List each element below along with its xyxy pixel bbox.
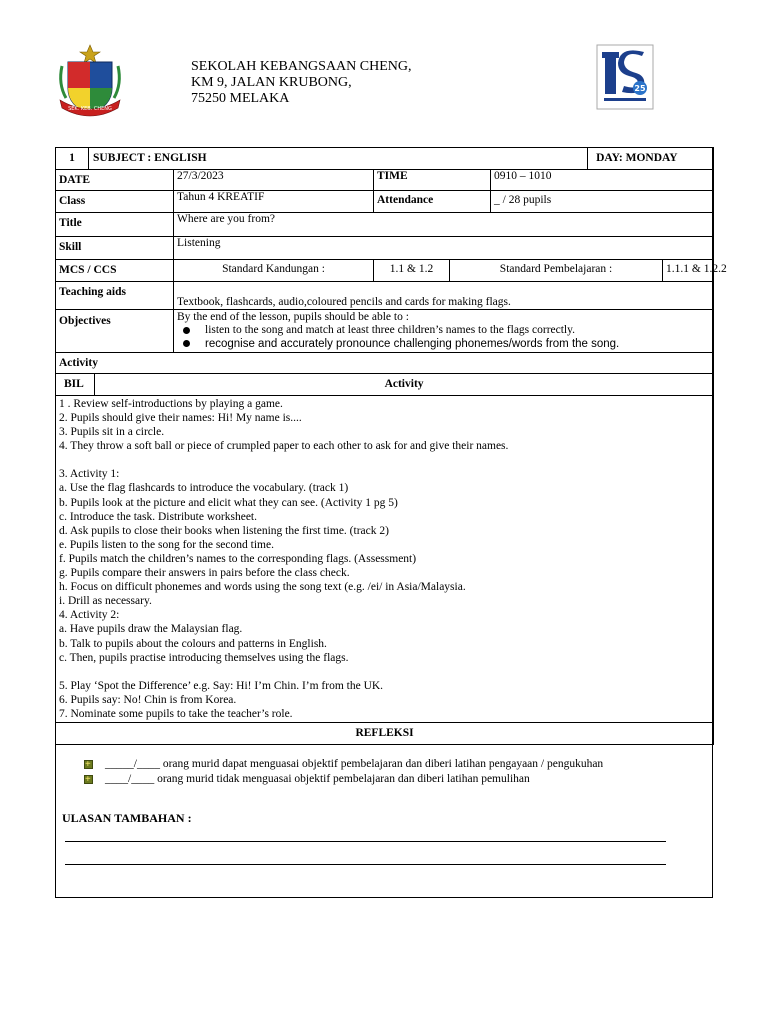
school-crest-logo — [58, 44, 122, 116]
activity-line: 1 . Review self-introductions by playing a game. — [59, 398, 283, 410]
activity-line: 3. Activity 1: — [59, 468, 120, 481]
sk-label: Standard Kandungan : — [174, 260, 374, 282]
objective-item: recognise and accurately pronounce challenging phonemes/words from the song. — [177, 337, 710, 352]
activity-line: f. Pupils match the children’s names to the corresponding flags. (Assessment) — [59, 552, 417, 565]
activity-line — [59, 665, 710, 679]
subject-label: SUBJECT : ENGLISH — [93, 152, 207, 164]
refleksi-item-text: ____/____ orang murid tidak menguasai objektif pembelajaran dan diberi latihan pemulihan — [105, 772, 530, 785]
activity-header: Activity — [384, 378, 424, 390]
bullet-icon — [84, 775, 93, 784]
activity-header-row — [56, 374, 714, 396]
date-value: 27/3/2023 — [174, 170, 374, 191]
sp-value: 1.1.1 & 1.2.2 — [663, 260, 714, 282]
time-value: 0910 – 1010 — [491, 170, 714, 191]
activity-line: 2. Pupils should give their names: Hi! My name is.... — [59, 412, 302, 425]
svg-text:25: 25 — [634, 84, 646, 93]
school-address-block — [191, 59, 412, 107]
activity-steps — [56, 396, 714, 723]
title-value: Where are you from? — [174, 213, 714, 237]
attendance-label: Attendance — [374, 191, 491, 213]
activity-line: h. Focus on difficult phonemes and words using the song text (e.g. /ei/ in Asia/Malaysia. — [59, 581, 466, 594]
sk-value: 1.1 & 1.2 — [374, 260, 450, 282]
activity-line: c. Introduce the task. Distribute worksheet. — [59, 510, 257, 523]
teaching-aids-label: Teaching aids — [56, 282, 174, 310]
lesson-plan-table — [55, 147, 727, 745]
activity-line: 3. Pupils sit in a circle. — [59, 426, 165, 439]
activity-line: d. Ask pupils to close their books when listening the first time. (track 2) — [59, 524, 389, 537]
title-label: Title — [56, 213, 174, 237]
time-label: TIME — [374, 170, 491, 191]
activity-line: 7. Nominate some pupils to take the teacher’s role. — [59, 707, 293, 720]
activity-line: 4. They throw a soft ball or piece of crumpled paper to each other to ask for and give their names. — [59, 440, 509, 453]
objectives-cell — [174, 310, 714, 353]
activity-line: e. Pupils listen to the song for the second time. — [59, 538, 274, 551]
activity-line: i. Drill as necessary. — [59, 595, 152, 608]
objective-item: listen to the song and match at least three children’s names to the flags correctly. — [177, 324, 710, 337]
school-city: 75250 MELAKA — [191, 91, 290, 106]
activity-line: c. Then, pupils practise introducing themselves using the flags. — [59, 651, 349, 664]
activity-line: g. Pupils compare their answers in pairs before the class check. — [59, 567, 350, 580]
subject-row — [56, 148, 714, 170]
lesson-plan-document — [55, 147, 727, 898]
activity-line: a. Use the flag flashcards to introduce the vocabulary. (track 1) — [59, 482, 349, 495]
skill-label: Skill — [56, 237, 174, 260]
attendance-value: _ / 28 pupils — [491, 191, 714, 213]
activity-line — [59, 453, 710, 467]
comment-line — [65, 864, 666, 865]
class-label: Class — [56, 191, 174, 213]
teaching-aids-value: Textbook, flashcards, audio,coloured pencils and cards for making flags. — [174, 282, 714, 310]
date-label: DATE — [56, 170, 174, 191]
sp-label: Standard Pembelajaran : — [450, 260, 663, 282]
day-label: DAY: MONDAY — [587, 148, 713, 169]
svg-text:SEK. KEB. CHENG: SEK. KEB. CHENG — [68, 106, 112, 112]
school-address: KM 9, JALAN KRUBONG, — [191, 75, 352, 90]
activity-line: 4. Activity 2: — [59, 609, 120, 622]
activity-line: b. Pupils look at the picture and elicit what they can see. (Activity 1 pg 5) — [59, 496, 398, 509]
refleksi-item — [84, 772, 712, 787]
objectives-intro: By the end of the lesson, pupils should be able to : — [177, 311, 409, 323]
school-name: SEKOLAH KEBANGSAAN CHENG, — [191, 59, 412, 74]
mcs-label: MCS / CCS — [56, 260, 174, 282]
bil-label: BIL — [56, 374, 95, 395]
class-value: Tahun 4 KREATIF — [174, 191, 374, 213]
refleksi-header: REFLEKSI — [56, 722, 714, 744]
plan-number: 1 — [56, 148, 89, 169]
ulasan-label: ULASAN TAMBAHAN : — [62, 810, 192, 825]
activity-line: b. Talk to pupils about the colours and patterns in English. — [59, 637, 327, 650]
activity-line: 5. Play ‘Spot the Difference’ e.g. Say: Hi! I’m Chin. I’m from the UK. — [59, 679, 384, 692]
activity-line: a. Have pupils draw the Malaysian flag. — [59, 623, 243, 636]
activity-line: 6. Pupils say: No! Chin is from Korea. — [59, 693, 237, 706]
objectives-list — [177, 324, 710, 352]
tmk-logo — [596, 44, 654, 110]
skill-value: Listening — [174, 237, 714, 260]
refleksi-item-text: _____/____ orang murid dapat menguasai objektif pembelajaran dan diberi latihan pengayaan / pengukuhan — [105, 757, 604, 770]
bullet-icon — [84, 760, 93, 769]
comment-line — [65, 841, 666, 842]
objectives-label: Objectives — [56, 310, 174, 353]
activity-section-label: Activity — [56, 353, 714, 374]
refleksi-item — [84, 757, 712, 772]
refleksi-section — [56, 745, 712, 787]
